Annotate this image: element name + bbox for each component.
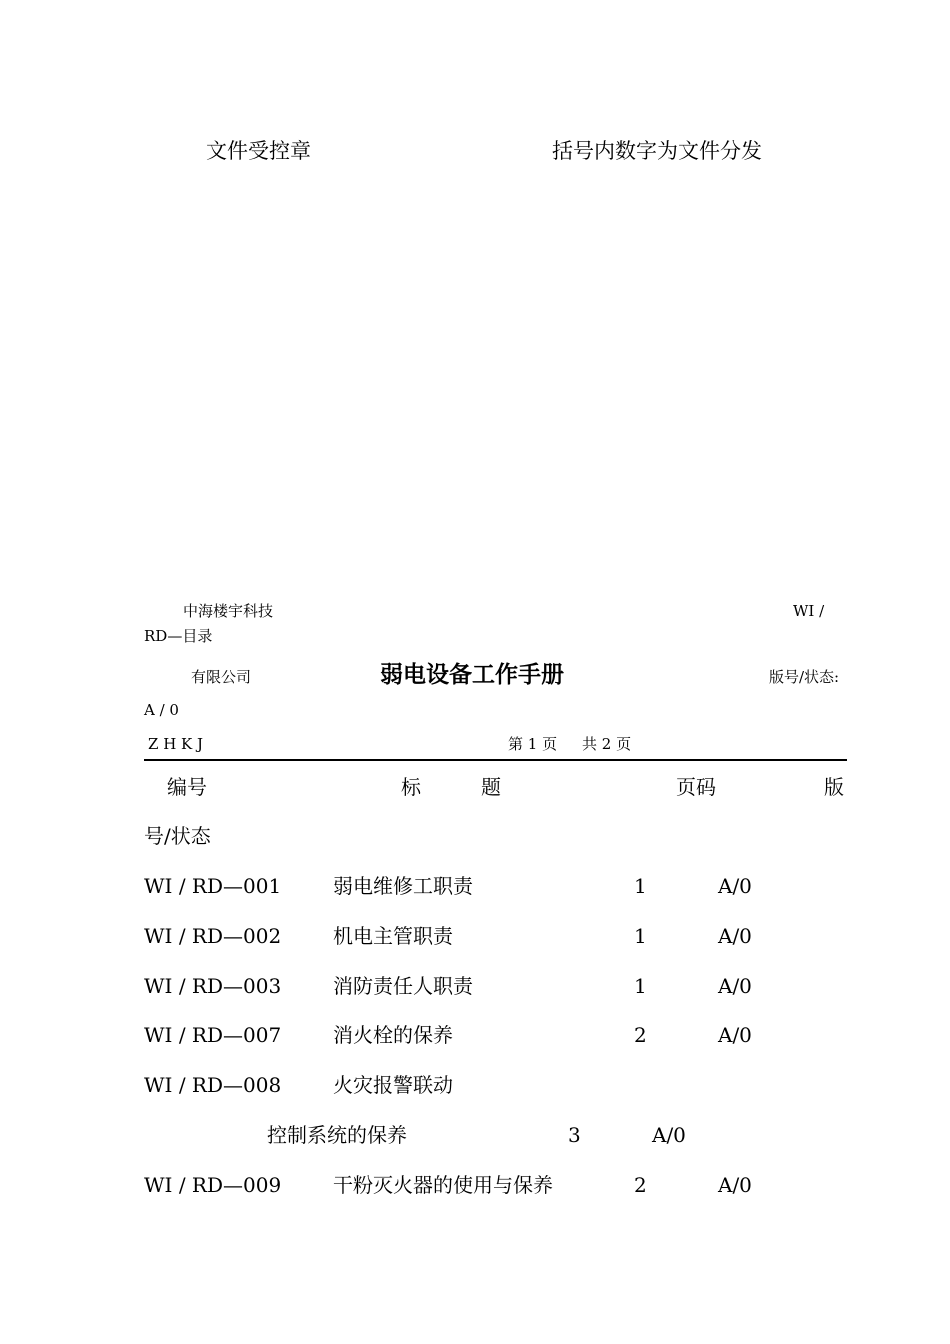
row-code: WI / RD—008 bbox=[144, 1073, 282, 1097]
page-current: 第 1 页 bbox=[508, 735, 558, 753]
version-label: 版号/状态: bbox=[769, 668, 840, 686]
row-page: 1 bbox=[634, 974, 647, 998]
row-title: 干粉灭火器的使用与保养 bbox=[333, 1173, 553, 1197]
company-code: Z H K J bbox=[148, 735, 204, 753]
row-version: A/0 bbox=[718, 1173, 752, 1197]
version-value: A / 0 bbox=[144, 701, 179, 719]
row-title-continued: 控制系统的保养 bbox=[267, 1123, 407, 1147]
row-code: WI / RD—001 bbox=[144, 874, 282, 898]
row-title: 火灾报警联动 bbox=[333, 1073, 453, 1097]
row-version: A/0 bbox=[652, 1123, 686, 1147]
row-code: WI / RD—002 bbox=[144, 924, 282, 948]
page-total: 共 2 页 bbox=[582, 735, 632, 753]
column-version-a: 版 bbox=[824, 775, 844, 799]
header-rule bbox=[144, 759, 847, 761]
doc-id-part1: WI / bbox=[793, 602, 825, 620]
column-title-a: 标 bbox=[401, 775, 421, 799]
row-page: 1 bbox=[634, 874, 647, 898]
doc-id-part2: RD—目录 bbox=[144, 627, 213, 645]
row-page: 2 bbox=[634, 1173, 647, 1197]
row-page: 2 bbox=[634, 1023, 647, 1047]
row-version: A/0 bbox=[718, 1023, 752, 1047]
row-title: 弱电维修工职责 bbox=[333, 874, 473, 898]
row-page: 1 bbox=[634, 924, 647, 948]
distribution-note: 括号内数字为文件分发 bbox=[552, 139, 762, 163]
column-code: 编号 bbox=[167, 775, 207, 799]
row-code: WI / RD—009 bbox=[144, 1173, 282, 1197]
row-title: 消火栓的保养 bbox=[333, 1023, 453, 1047]
row-title: 消防责任人职责 bbox=[333, 974, 473, 998]
row-code: WI / RD—007 bbox=[144, 1023, 282, 1047]
column-title-b: 题 bbox=[481, 775, 501, 799]
column-page: 页码 bbox=[676, 775, 716, 799]
row-title: 机电主管职责 bbox=[333, 924, 453, 948]
row-version: A/0 bbox=[718, 874, 752, 898]
company-name-line1: 中海楼宇科技 bbox=[183, 602, 274, 620]
manual-title: 弱电设备工作手册 bbox=[380, 661, 564, 688]
column-version-b: 号/状态 bbox=[144, 824, 211, 848]
stamp-label: 文件受控章 bbox=[206, 139, 311, 163]
row-page: 3 bbox=[568, 1123, 581, 1147]
row-code: WI / RD—003 bbox=[144, 974, 282, 998]
row-version: A/0 bbox=[718, 924, 752, 948]
company-name-line2: 有限公司 bbox=[191, 668, 252, 686]
row-version: A/0 bbox=[718, 974, 752, 998]
